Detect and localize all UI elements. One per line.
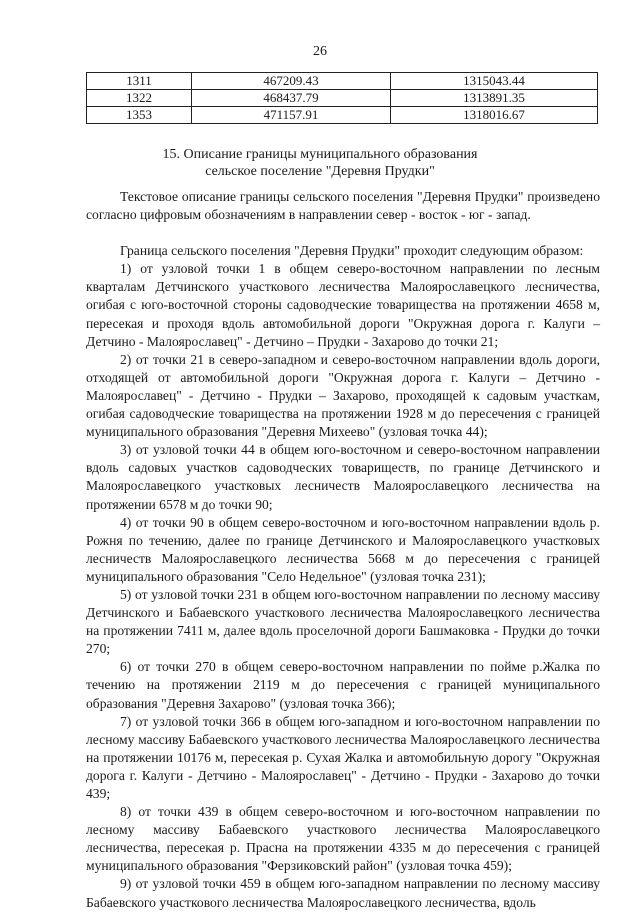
point-number-cell: 1311 xyxy=(87,73,192,90)
page-number: 26 xyxy=(313,44,327,59)
intro-paragraph: Текстовое описание границы сельского поселения "Деревня Прудки" произведено согласно цифровым обозначениям в направлении север - восток - юг - запад. xyxy=(86,189,600,223)
boundary-segment-8: 8) от точки 439 в общем северо-восточном и юго-восточном направлении по лесному массиву Бабаевского участкового лесничества Малоярославецкого лесничества, пересекая р. Прасна на протяжении 4335 м до пересечения с границей муниципального образования "Ферзиковский район" (узловая точка 459); xyxy=(86,804,600,874)
table-row xyxy=(87,90,598,107)
point-number-cell: 1353 xyxy=(87,107,192,124)
boundary-segment-7: 7) от узловой точки 366 в общем юго-западном и юго-восточном направлении по лесному массиву Бабаевского участкового лесничества Малоярославецкого лесничества на протяжении 10176 м, пересекая р. Сухая Жалка и автомобильную дорогу "Окружная дорога г. Калуги - Детчино - Малоярославец" - Детчино - Прудки - Захарово до точки 439; xyxy=(86,713,600,801)
section-heading xyxy=(0,146,640,180)
boundary-segment-2: 2) от точки 21 в северо-западном и северо-восточном направлении вдоль дороги, отходящей от автомобильной дороги "Окружная дорога г. Калуги – Детчино - Малоярославец" - Детчино - Прудки – Захарово, проходящей к садовым участкам, огибая садоводческие товарищества на протяжении 1928 м до пересечения с границей муниципального образования "Деревня Михеево" (узловая точка 44); xyxy=(86,351,600,440)
table-row xyxy=(87,73,598,90)
y-coordinate-cell: 1315043.44 xyxy=(391,73,598,90)
boundary-segment-5: 5) от узловой точки 231 в общем юго-восточном направлении по лесному массиву Детчинского и Бабаевского участкового лесничества Малоярославецкого лесничества на протяжении 7411 м, далее вдоль проселочной дороги Башмаковка - Прудки до точки 270; xyxy=(86,586,600,657)
point-number-cell: 1322 xyxy=(87,90,192,107)
section-title-line-2: сельское поселение "Деревня Прудки" xyxy=(205,164,435,179)
x-coordinate-cell: 467209.43 xyxy=(192,73,391,90)
table-row xyxy=(87,107,598,124)
boundary-segment-1: 1) от узловой точки 1 в общем северо-восточном направлении по лесным кварталам Детчинского участкового лесничества Малоярославецкого лесничества, огибая с юго-восточной стороны садоводческие товарищества на протяжении 4658 м, пересекая и проходя вдоль автомобильной дороги "Окружная дорога г. Калуги – Детчино - Малоярославец" - Детчино – Прудки - Захарово до точки 21; xyxy=(86,261,600,349)
document-body xyxy=(86,188,600,912)
y-coordinate-cell: 1313891.35 xyxy=(391,90,598,107)
y-coordinate-cell: 1318016.67 xyxy=(391,107,598,124)
boundary-lead-paragraph: Граница сельского поселения "Деревня Прудки" проходит следующим образом: xyxy=(120,243,584,259)
boundary-segment-9: 9) от узловой точки 459 в общем юго-западном направлении по лесному массиву Бабаевского участкового лесничества Малоярославецкого лесничества, вдоль xyxy=(86,876,600,910)
boundary-segment-6: 6) от точки 270 в общем северо-восточном направлении по пойме р.Жалка по течению на протяжении 2119 м до пересечения с границей муниципального образования "Деревня Захарово" (узловая точка 366); xyxy=(86,659,600,711)
boundary-segment-4: 4) от точки 90 в общем северо-восточном и юго-восточном направлении вдоль р. Рожня по течению, далее по границе Детчинского и Малоярославецкого участковых лесничеств Малоярославецкого лесничества 5668 м до пересечения с границей муниципального образования "Село Недельное" (узловая точка 231); xyxy=(86,514,600,584)
x-coordinate-cell: 468437.79 xyxy=(192,90,391,107)
section-title-line-1: 15. Описание границы муниципального образования xyxy=(162,147,478,162)
boundary-segment-3: 3) от узловой точки 44 в общем юго-восточном и северо-восточном направлении вдоль садовых участков садоводческих товариществ, по границе Детчинского и Малоярославецкого участковых лесничеств Малоярославецкого лесничества на протяжении 6578 м до точки 90; xyxy=(86,442,600,512)
coordinates-table xyxy=(86,72,598,124)
x-coordinate-cell: 471157.91 xyxy=(192,107,391,124)
